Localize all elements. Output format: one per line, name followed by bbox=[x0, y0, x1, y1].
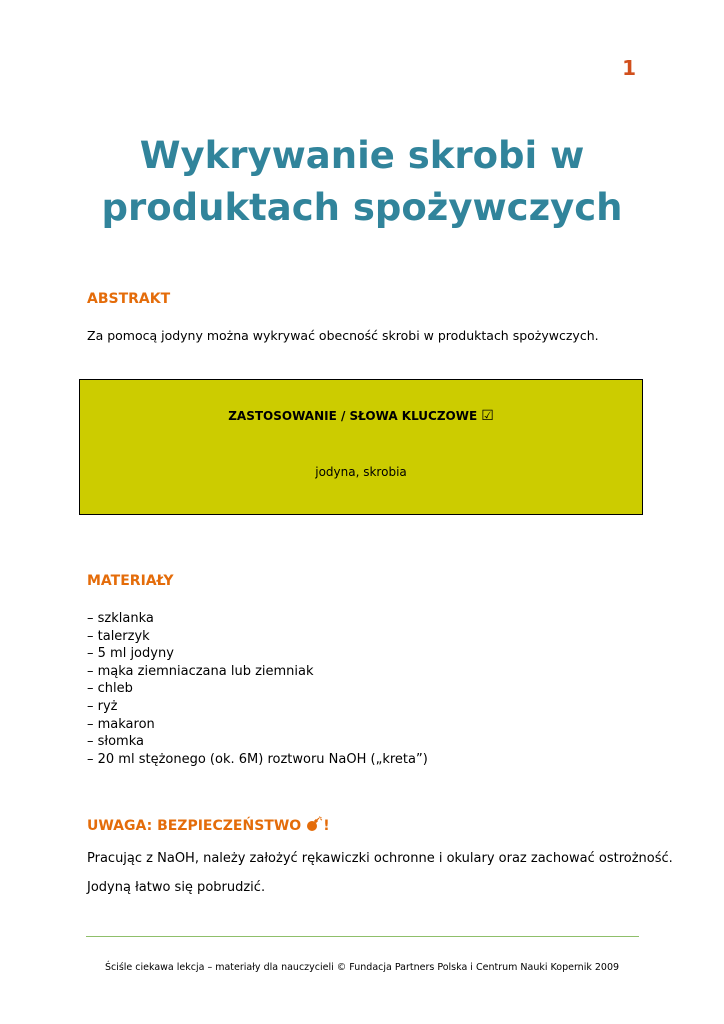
footer-text: Ściśle ciekawa lekcja – materiały dla nauczycieli © Fundacja Partners Polska i Centrum Nauki Kopernik 2009 bbox=[104, 962, 620, 973]
abstract-text: Za pomocą jodyny można wykrywać obecność skrobi w produktach spożywczych. bbox=[87, 328, 599, 343]
list-item: – mąka ziemniaczana lub ziemniak bbox=[87, 663, 314, 679]
footer-divider bbox=[86, 936, 639, 937]
materials-heading: MATERIAŁY bbox=[87, 573, 174, 589]
page-number: 1 bbox=[622, 56, 636, 80]
keywords-text: jodyna, skrobia bbox=[315, 465, 407, 479]
safety-heading-suffix: ! bbox=[323, 818, 330, 834]
keywords-box bbox=[79, 379, 643, 515]
list-item: – 5 ml jodyny bbox=[87, 646, 174, 662]
list-item: – 20 ml stężonego (ok. 6M) roztworu NaOH („kreta”) bbox=[87, 751, 428, 767]
list-item: – ryż bbox=[87, 698, 118, 714]
keywords-heading-label: ZASTOSOWANIE / SŁOWA KLUCZOWE bbox=[228, 409, 478, 423]
safety-heading-label: UWAGA: BEZPIECZEŃSTWO bbox=[87, 818, 302, 834]
keywords-heading bbox=[80, 408, 642, 424]
abstract-heading: ABSTRAKT bbox=[87, 291, 171, 307]
title-line-1: Wykrywanie skrobi w bbox=[139, 134, 585, 177]
safety-text-1: Pracując z NaOH, należy założyć rękawiczki ochronne i okulary oraz zachować ostrożność. bbox=[87, 851, 673, 866]
list-item: – makaron bbox=[87, 716, 155, 732]
list-item: – szklanka bbox=[87, 611, 154, 626]
page-title bbox=[60, 130, 664, 234]
list-item: – chleb bbox=[87, 681, 133, 697]
bomb-icon bbox=[305, 816, 323, 836]
safety-text-2: Jodyną łatwo się pobrudzić. bbox=[87, 880, 266, 895]
list-item: – talerzyk bbox=[87, 628, 150, 644]
safety-heading bbox=[87, 816, 330, 836]
list-item: – słomka bbox=[87, 734, 144, 750]
title-line-2: produktach spożywczych bbox=[101, 186, 623, 229]
checkbox-icon: ☑ bbox=[481, 408, 494, 424]
materials-list bbox=[87, 610, 428, 768]
